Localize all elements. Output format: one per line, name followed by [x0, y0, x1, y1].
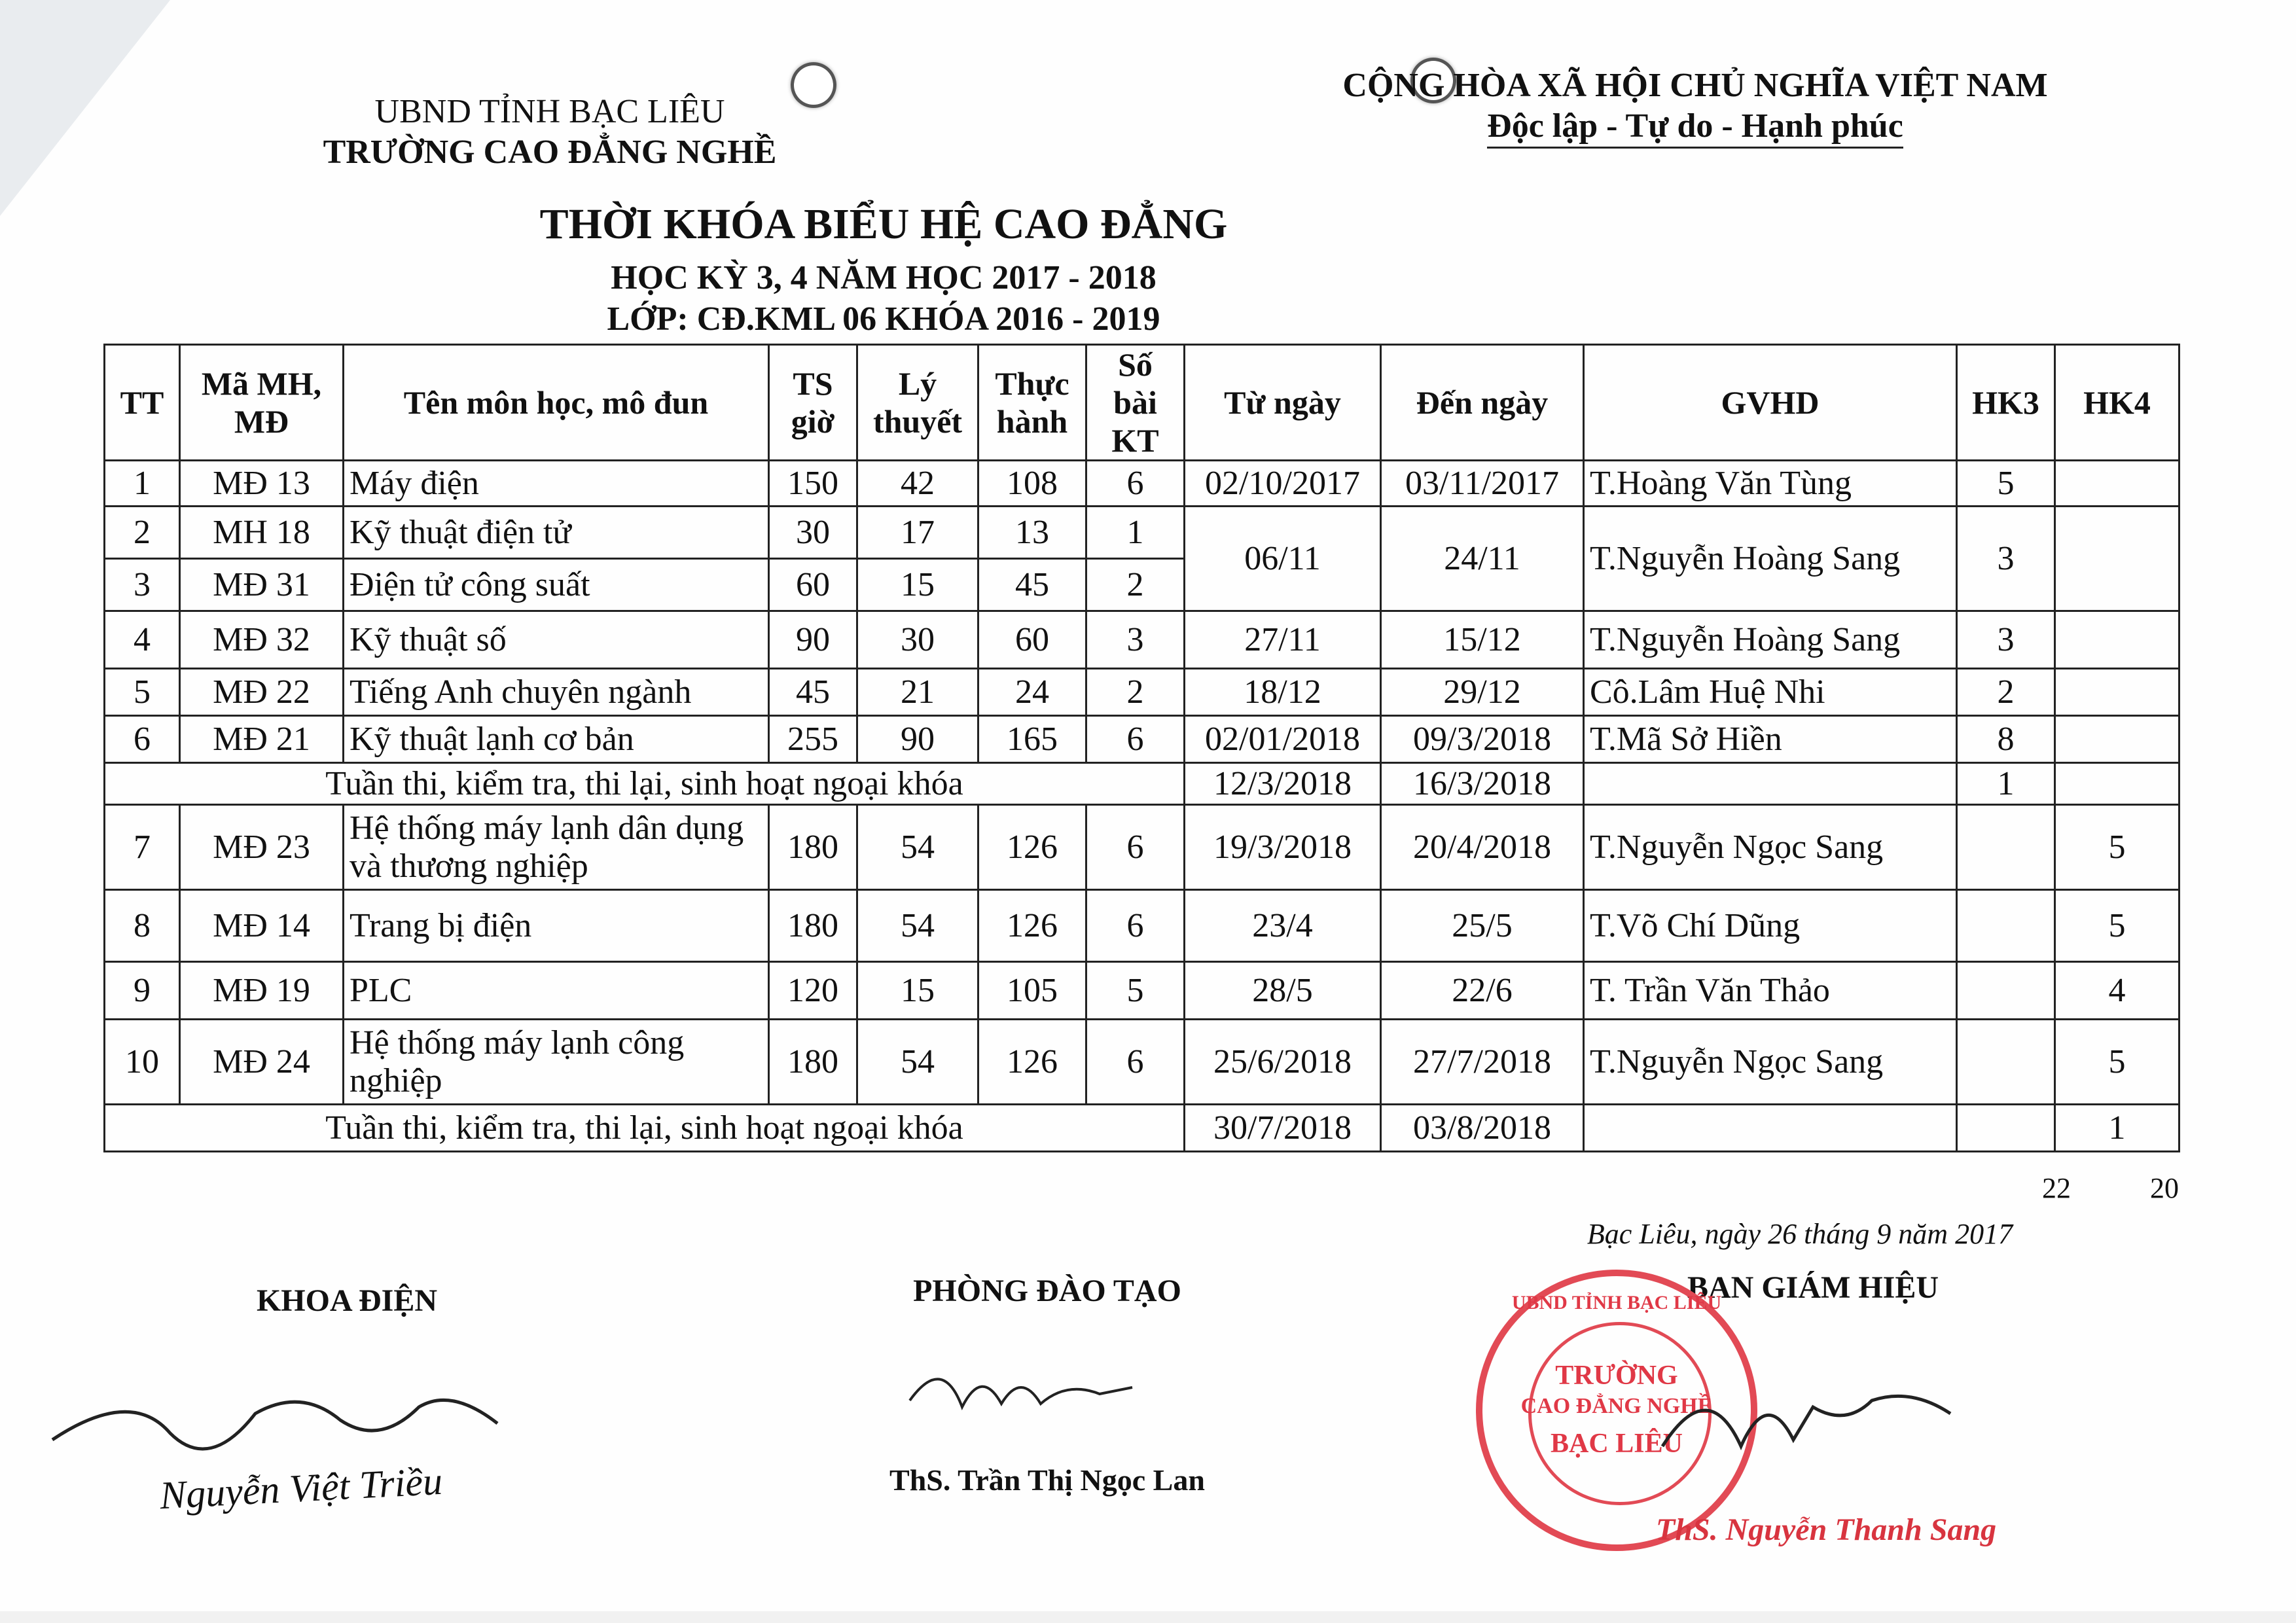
cell-total-hours: 120 — [769, 962, 857, 1020]
cell-theory: 54 — [857, 890, 978, 962]
col-header-code: Mã MH, MĐ — [180, 345, 344, 461]
cell-theory: 21 — [857, 669, 978, 716]
col-header-from: Từ ngày — [1185, 345, 1381, 461]
cell-hk4 — [2055, 716, 2179, 763]
cell-hk4 — [2055, 461, 2179, 507]
schedule-table — [103, 344, 2180, 1152]
cell-code: MĐ 23 — [180, 805, 344, 890]
cell-tests: 1 — [1086, 507, 1185, 559]
col-header-tests: Số bài KT — [1086, 345, 1185, 461]
cell-theory: 54 — [857, 805, 978, 890]
cell-hk3 — [1957, 805, 2055, 890]
col-header-hk3: HK3 — [1957, 345, 2055, 461]
cell-total-hours: 150 — [769, 461, 857, 507]
cell-tt: 2 — [105, 507, 180, 559]
cell-teacher: T. Trần Văn Thảo — [1584, 962, 1957, 1020]
cell-tests: 3 — [1086, 611, 1185, 669]
cell-subject: Kỹ thuật số — [344, 611, 769, 669]
cell-teacher: T.Mã Sở Hiền — [1584, 716, 1957, 763]
cell-theory: 15 — [857, 962, 978, 1020]
cell-code: MĐ 32 — [180, 611, 344, 669]
cell-from: 27/11 — [1185, 611, 1381, 669]
cell-to: 27/7/2018 — [1381, 1020, 1584, 1105]
cell-tests: 2 — [1086, 559, 1185, 611]
table-row — [105, 805, 2179, 890]
cell-teacher: T.Hoàng Văn Tùng — [1584, 461, 1957, 507]
cell-from: 23/4 — [1185, 890, 1381, 962]
cell-hk4: 4 — [2055, 962, 2179, 1020]
cell-total-hours: 30 — [769, 507, 857, 559]
cell-tt: 6 — [105, 716, 180, 763]
cell-hk3: 1 — [1957, 763, 2055, 805]
cell-subject: Điện tử công suất — [344, 559, 769, 611]
cell-theory: 17 — [857, 507, 978, 559]
cell-practice: 126 — [978, 805, 1086, 890]
cell-tt: 10 — [105, 1020, 180, 1105]
cell-teacher: T.Nguyễn Hoàng Sang — [1584, 507, 1957, 611]
cell-total-hours: 180 — [769, 805, 857, 890]
class-subtitle: LỚP: CĐ.KML 06 KHÓA 2016 - 2019 — [607, 300, 1160, 338]
cell-teacher — [1584, 763, 1957, 805]
col-header-total-hours: TS giờ — [769, 345, 857, 461]
cell-from: 30/7/2018 — [1185, 1105, 1381, 1152]
board-signature — [1649, 1348, 1964, 1492]
cell-to: 09/3/2018 — [1381, 716, 1584, 763]
cell-theory: 15 — [857, 559, 978, 611]
cell-code: MĐ 14 — [180, 890, 344, 962]
board-signer-name: ThS. Nguyễn Thanh Sang — [1655, 1512, 1997, 1547]
faculty-title: KHOA ĐIỆN — [256, 1283, 438, 1318]
cell-subject: Kỹ thuật điện tử — [344, 507, 769, 559]
cell-subject: Trang bị điện — [344, 890, 769, 962]
page-title: THỜI KHÓA BIỂU HỆ CAO ĐẲNG — [539, 200, 1228, 248]
cell-total-hours: 60 — [769, 559, 857, 611]
cell-from: 02/01/2018 — [1185, 716, 1381, 763]
cell-tt: 9 — [105, 962, 180, 1020]
cell-practice: 60 — [978, 611, 1086, 669]
cell-to: 15/12 — [1381, 611, 1584, 669]
cell-tests: 6 — [1086, 890, 1185, 962]
table-row — [105, 611, 2179, 669]
exam-week-label: Tuần thi, kiểm tra, thi lại, sinh hoạt ngoại khóa — [105, 1105, 1185, 1152]
cell-tt: 5 — [105, 669, 180, 716]
cell-tt: 8 — [105, 890, 180, 962]
cell-theory: 42 — [857, 461, 978, 507]
cell-teacher — [1584, 1105, 1957, 1152]
cell-subject: Hệ thống máy lạnh công nghiệp — [344, 1020, 769, 1105]
exam-week-row — [105, 763, 2179, 805]
table-row — [105, 669, 2179, 716]
exam-week-label: Tuần thi, kiểm tra, thi lại, sinh hoạt ngoại khóa — [105, 763, 1185, 805]
cell-theory: 90 — [857, 716, 978, 763]
cell-subject: Kỹ thuật lạnh cơ bản — [344, 716, 769, 763]
cell-hk3: 2 — [1957, 669, 2055, 716]
cell-code: MĐ 22 — [180, 669, 344, 716]
cell-total-hours: 255 — [769, 716, 857, 763]
cell-hk4: 1 — [2055, 1105, 2179, 1152]
cell-practice: 126 — [978, 890, 1086, 962]
cell-hk3: 8 — [1957, 716, 2055, 763]
cell-from: 02/10/2017 — [1185, 461, 1381, 507]
cell-subject: Tiếng Anh chuyên ngành — [344, 669, 769, 716]
table-row — [105, 1020, 2179, 1105]
signing-date: Bạc Liêu, ngày 26 tháng 9 năm 2017 — [1587, 1218, 2013, 1250]
col-header-tt: TT — [105, 345, 180, 461]
table-row — [105, 962, 2179, 1020]
cell-hk4: 5 — [2055, 1020, 2179, 1105]
header-left — [314, 92, 785, 173]
cell-to: 25/5 — [1381, 890, 1584, 962]
cell-hk3 — [1957, 1020, 2055, 1105]
cell-tests: 5 — [1086, 962, 1185, 1020]
motto: Độc lập - Tự do - Hạnh phúc — [1487, 106, 1903, 149]
cell-to: 20/4/2018 — [1381, 805, 1584, 890]
cell-tests: 6 — [1086, 716, 1185, 763]
cell-code: MĐ 31 — [180, 559, 344, 611]
cell-code: MH 18 — [180, 507, 344, 559]
training-office-signature — [903, 1342, 1139, 1440]
cell-to: 16/3/2018 — [1381, 763, 1584, 805]
cell-practice: 45 — [978, 559, 1086, 611]
cell-tt: 4 — [105, 611, 180, 669]
cell-hk3: 3 — [1957, 507, 2055, 611]
cell-tests: 6 — [1086, 461, 1185, 507]
cell-subject: Máy điện — [344, 461, 769, 507]
cell-practice: 165 — [978, 716, 1086, 763]
cell-hk4: 5 — [2055, 890, 2179, 962]
cell-teacher: T.Nguyễn Ngọc Sang — [1584, 1020, 1957, 1105]
table-row — [105, 461, 2179, 507]
cell-to: 03/11/2017 — [1381, 461, 1584, 507]
col-header-to: Đến ngày — [1381, 345, 1584, 461]
province-name: UBND TỈNH BẠC LIÊU — [374, 93, 725, 130]
training-office-title: PHÒNG ĐÀO TẠO — [913, 1274, 1181, 1308]
cell-practice: 126 — [978, 1020, 1086, 1105]
folded-corner — [0, 0, 170, 216]
school-name: TRƯỜNG CAO ĐẲNG NGHỀ — [323, 134, 777, 171]
cell-hk3 — [1957, 890, 2055, 962]
cell-practice: 105 — [978, 962, 1086, 1020]
cell-to: 29/12 — [1381, 669, 1584, 716]
cell-subject: PLC — [344, 962, 769, 1020]
header-right — [1283, 65, 2108, 149]
training-office-signer-name: ThS. Trần Thị Ngọc Lan — [889, 1463, 1205, 1497]
cell-theory: 30 — [857, 611, 978, 669]
col-header-teacher: GVHD — [1584, 345, 1957, 461]
punch-hole-icon — [791, 62, 836, 108]
table-header-row — [105, 345, 2179, 461]
cell-hk4: 5 — [2055, 805, 2179, 890]
table-row — [105, 507, 2179, 559]
cell-tests: 6 — [1086, 1020, 1185, 1105]
cell-tt: 7 — [105, 805, 180, 890]
cell-practice: 108 — [978, 461, 1086, 507]
cell-theory: 54 — [857, 1020, 978, 1105]
cell-from: 06/11 — [1185, 507, 1381, 611]
cell-tt: 3 — [105, 559, 180, 611]
total-hk3: 22 — [2042, 1172, 2071, 1204]
official-seal: UBND TỈNH BẠC LIÊU TRƯỜNG CAO ĐẲNG NGHỀ BẠC LIÊU — [1476, 1270, 1757, 1551]
total-hk4: 20 — [2150, 1172, 2179, 1204]
cell-hk3: 5 — [1957, 461, 2055, 507]
cell-from: 19/3/2018 — [1185, 805, 1381, 890]
cell-tests: 2 — [1086, 669, 1185, 716]
cell-hk3 — [1957, 1105, 2055, 1152]
semester-subtitle: HỌC KỲ 3, 4 NĂM HỌC 2017 - 2018 — [611, 259, 1157, 296]
cell-total-hours: 90 — [769, 611, 857, 669]
cell-practice: 24 — [978, 669, 1086, 716]
table-row — [105, 890, 2179, 962]
page-bottom-edge — [0, 1611, 2296, 1623]
cell-teacher: T.Nguyễn Hoàng Sang — [1584, 611, 1957, 669]
cell-tests: 6 — [1086, 805, 1185, 890]
table-row — [105, 716, 2179, 763]
cell-total-hours: 180 — [769, 1020, 857, 1105]
board-title: BAN GIÁM HIỆU — [1687, 1270, 1939, 1305]
cell-teacher: Cô.Lâm Huệ Nhi — [1584, 669, 1957, 716]
cell-tt: 1 — [105, 461, 180, 507]
cell-total-hours: 45 — [769, 669, 857, 716]
cell-from: 25/6/2018 — [1185, 1020, 1381, 1105]
cell-code: MĐ 21 — [180, 716, 344, 763]
col-header-subject: Tên môn học, mô đun — [344, 345, 769, 461]
faculty-signer-name: Nguyễn Việt Triều — [158, 1459, 444, 1518]
cell-code: MĐ 24 — [180, 1020, 344, 1105]
cell-teacher: T.Võ Chí Dũng — [1584, 890, 1957, 962]
cell-teacher: T.Nguyễn Ngọc Sang — [1584, 805, 1957, 890]
cell-from: 12/3/2018 — [1185, 763, 1381, 805]
exam-week-row — [105, 1105, 2179, 1152]
cell-code: MĐ 13 — [180, 461, 344, 507]
country-name: CỘNG HÒA XÃ HỘI CHỦ NGHĨA VIỆT NAM — [1342, 67, 2048, 104]
cell-subject: Hệ thống máy lạnh dân dụng và thương nghiệp — [344, 805, 769, 890]
cell-to: 24/11 — [1381, 507, 1584, 611]
col-header-practice: Thực hành — [978, 345, 1086, 461]
cell-hk4 — [2055, 507, 2179, 611]
cell-total-hours: 180 — [769, 890, 857, 962]
cell-from: 18/12 — [1185, 669, 1381, 716]
cell-hk4 — [2055, 669, 2179, 716]
cell-practice: 13 — [978, 507, 1086, 559]
cell-to: 03/8/2018 — [1381, 1105, 1584, 1152]
cell-hk3 — [1957, 962, 2055, 1020]
cell-hk4 — [2055, 611, 2179, 669]
col-header-theory: Lý thuyết — [857, 345, 978, 461]
cell-hk4 — [2055, 763, 2179, 805]
cell-hk3: 3 — [1957, 611, 2055, 669]
cell-to: 22/6 — [1381, 962, 1584, 1020]
col-header-hk4: HK4 — [2055, 345, 2179, 461]
cell-from: 28/5 — [1185, 962, 1381, 1020]
cell-code: MĐ 19 — [180, 962, 344, 1020]
